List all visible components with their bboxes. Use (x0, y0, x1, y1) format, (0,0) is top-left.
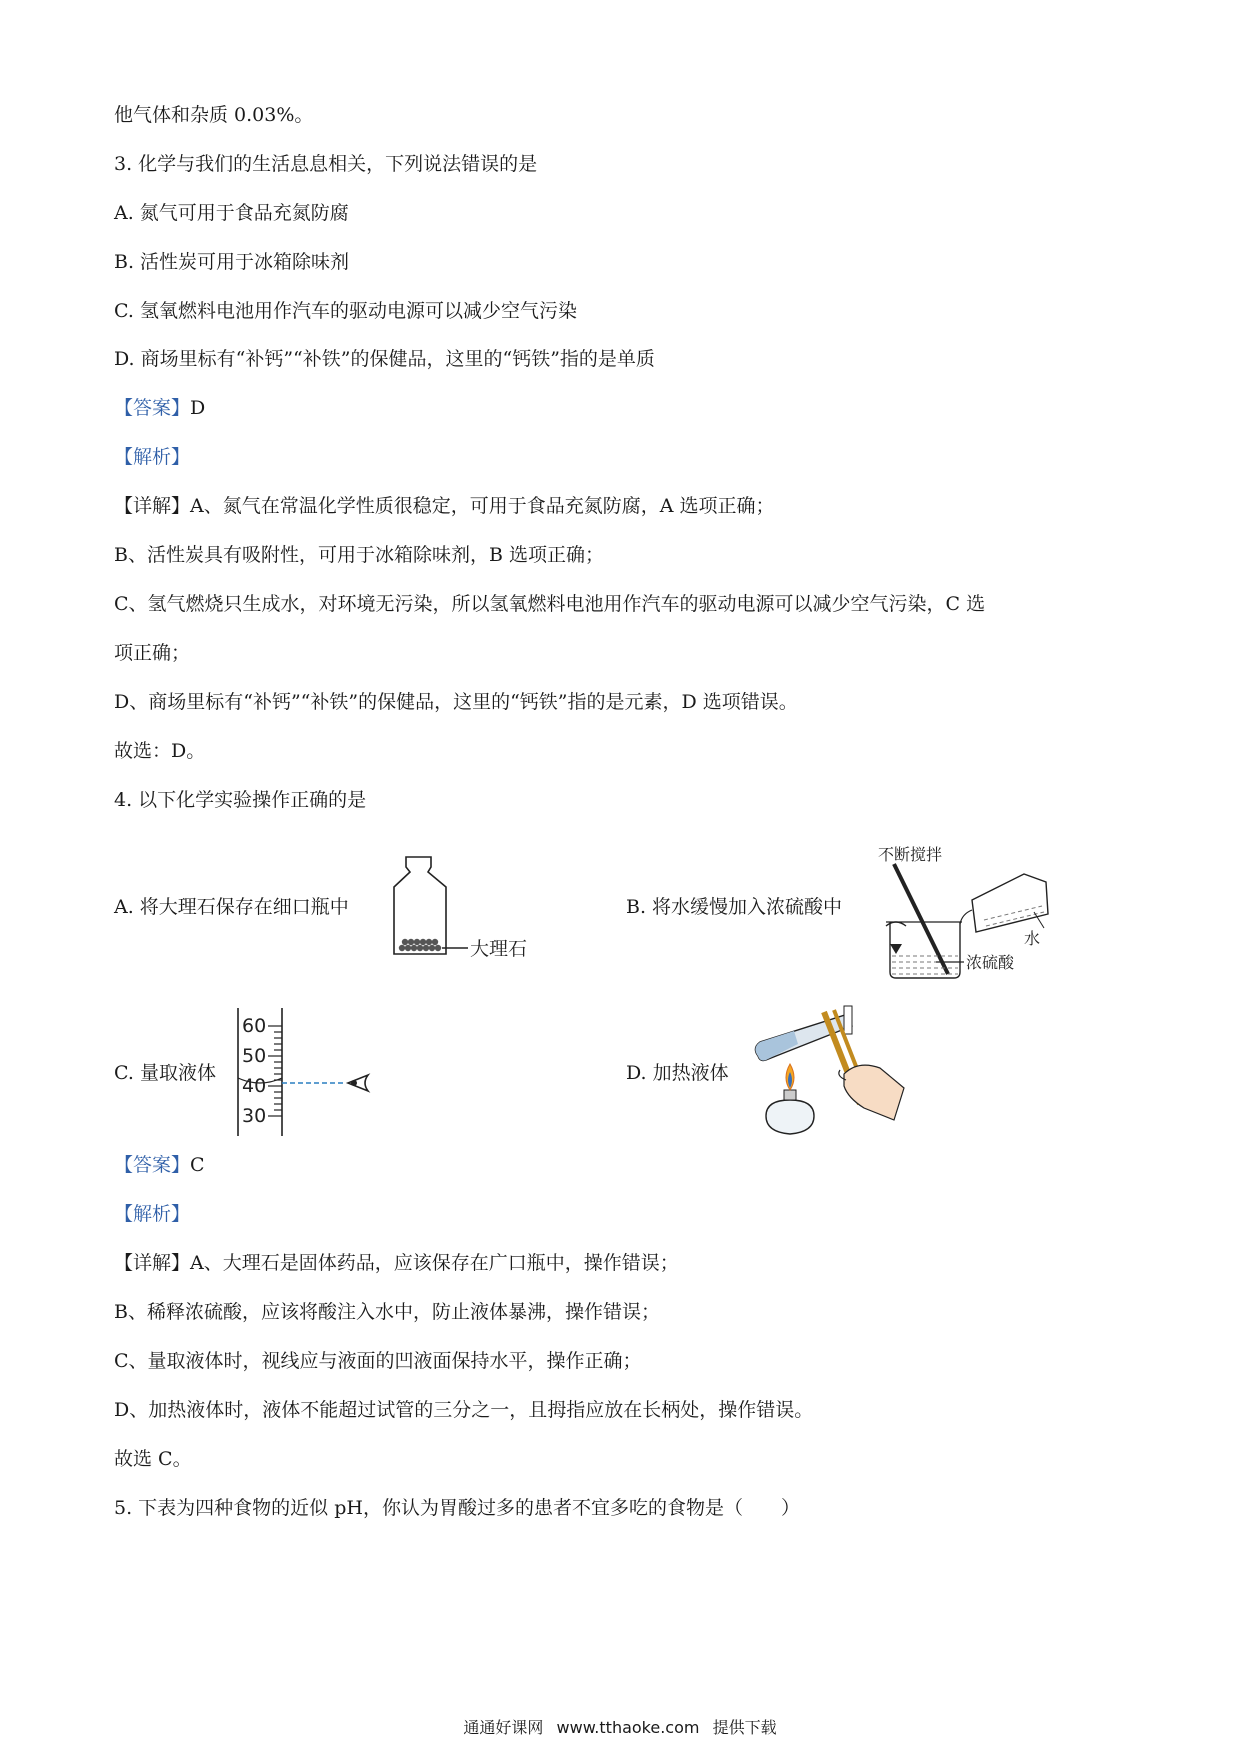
narrow-bottle-figure (386, 852, 546, 972)
answer-tag: 【答案】 (114, 397, 191, 419)
q3-detail-3-cont: 项正确； (114, 642, 191, 664)
water-label: 水 (1024, 929, 1041, 948)
footer-note: 提供下载 (712, 1718, 777, 1737)
detail-text: A、大理石是固体药品，应该保存在广口瓶中，操作错误； (190, 1252, 679, 1274)
q4-detail-2: B、稀释浓硫酸，应该将酸注入水中，防止液体暴沸，操作错误； (114, 1301, 660, 1323)
q4-option-c: C. 量取液体 (114, 1062, 216, 1084)
q3-analysis-tag: 【解析】 (114, 446, 191, 468)
dilute-acid-figure (876, 844, 1066, 984)
footer-url-link[interactable]: www.tthaoke.com (556, 1718, 700, 1737)
answer-tag: 【答案】 (114, 1154, 191, 1176)
q3-conclusion: 故选：D。 (114, 740, 206, 762)
tick-40: 40 (242, 1075, 267, 1097)
text-line: 他气体和杂质 0.03%。 (114, 104, 314, 126)
q4-analysis-tag: 【解析】 (114, 1203, 191, 1225)
detail-text: A、氮气在常温化学性质很稳定，可用于食品充氮防腐，A 选项正确； (190, 495, 775, 517)
footer-site: 通通好课网 (463, 1718, 544, 1737)
q4-answer (114, 1152, 205, 1178)
answer-value: D (190, 397, 206, 419)
alcohol-lamp-icon (766, 1064, 814, 1134)
detail-tag: 【详解】 (114, 495, 191, 517)
q4-option-d: D. 加热液体 (626, 1062, 729, 1084)
question-4: 4. 以下化学实验操作正确的是 (114, 789, 367, 811)
q3-detail-1 (114, 493, 775, 519)
stir-label: 不断搅拌 (878, 845, 943, 864)
eye-icon (348, 1075, 368, 1091)
detail-tag: 【详解】 (114, 1252, 191, 1274)
heating-test-tube-figure (748, 1004, 908, 1144)
tick-60: 60 (242, 1015, 267, 1037)
q3-option-c: C. 氢氧燃料电池用作汽车的驱动电源可以减少空气污染 (114, 300, 577, 322)
q3-answer (114, 395, 205, 421)
q3-detail-2: B、活性炭具有吸附性，可用于冰箱除味剂，B 选项正确； (114, 544, 604, 566)
q3-detail-4: D、商场里标有“补钙”“补铁”的保健品，这里的“钙铁”指的是元素，D 选项错误。 (114, 691, 798, 713)
q3-option-d: D. 商场里标有“补钙”“补铁”的保健品，这里的“钙铁”指的是单质 (114, 348, 655, 370)
question-3: 3. 化学与我们的生活息息相关，下列说法错误的是 (114, 153, 538, 175)
q4-detail-1 (114, 1250, 679, 1276)
acid-label: 浓硫酸 (966, 953, 1015, 972)
page-footer (0, 1718, 1240, 1738)
q4-detail-4: D、加热液体时，液体不能超过试管的三分之一，且拇指应放在长柄处，操作错误。 (114, 1399, 814, 1421)
marble-pieces-icon (399, 939, 441, 951)
q3-detail-3: C、氢气燃烧只生成水，对环境无污染，所以氢氧燃料电池用作汽车的驱动电源可以减少空气污染，C 选 (114, 593, 986, 615)
q4-option-b: B. 将水缓慢加入浓硫酸中 (626, 896, 843, 918)
q3-option-a: A. 氮气可用于食品充氮防腐 (114, 202, 349, 224)
q4-conclusion: 故选 C。 (114, 1448, 192, 1470)
question-5: 5. 下表为四种食物的近似 pH，你认为胃酸过多的患者不宜多吃的食物是（ ） (114, 1497, 800, 1519)
marble-label: 大理石 (470, 938, 528, 960)
hand-icon (839, 1065, 904, 1120)
q4-option-a: A. 将大理石保存在细口瓶中 (114, 896, 349, 918)
tick-30: 30 (242, 1105, 267, 1127)
graduated-cylinder-figure (228, 1006, 388, 1141)
tick-50: 50 (242, 1045, 267, 1067)
answer-value: C (190, 1154, 205, 1176)
q4-detail-3: C、量取液体时，视线应与液面的凹液面保持水平，操作正确； (114, 1350, 642, 1372)
q3-option-b: B. 活性炭可用于冰箱除味剂 (114, 251, 350, 273)
